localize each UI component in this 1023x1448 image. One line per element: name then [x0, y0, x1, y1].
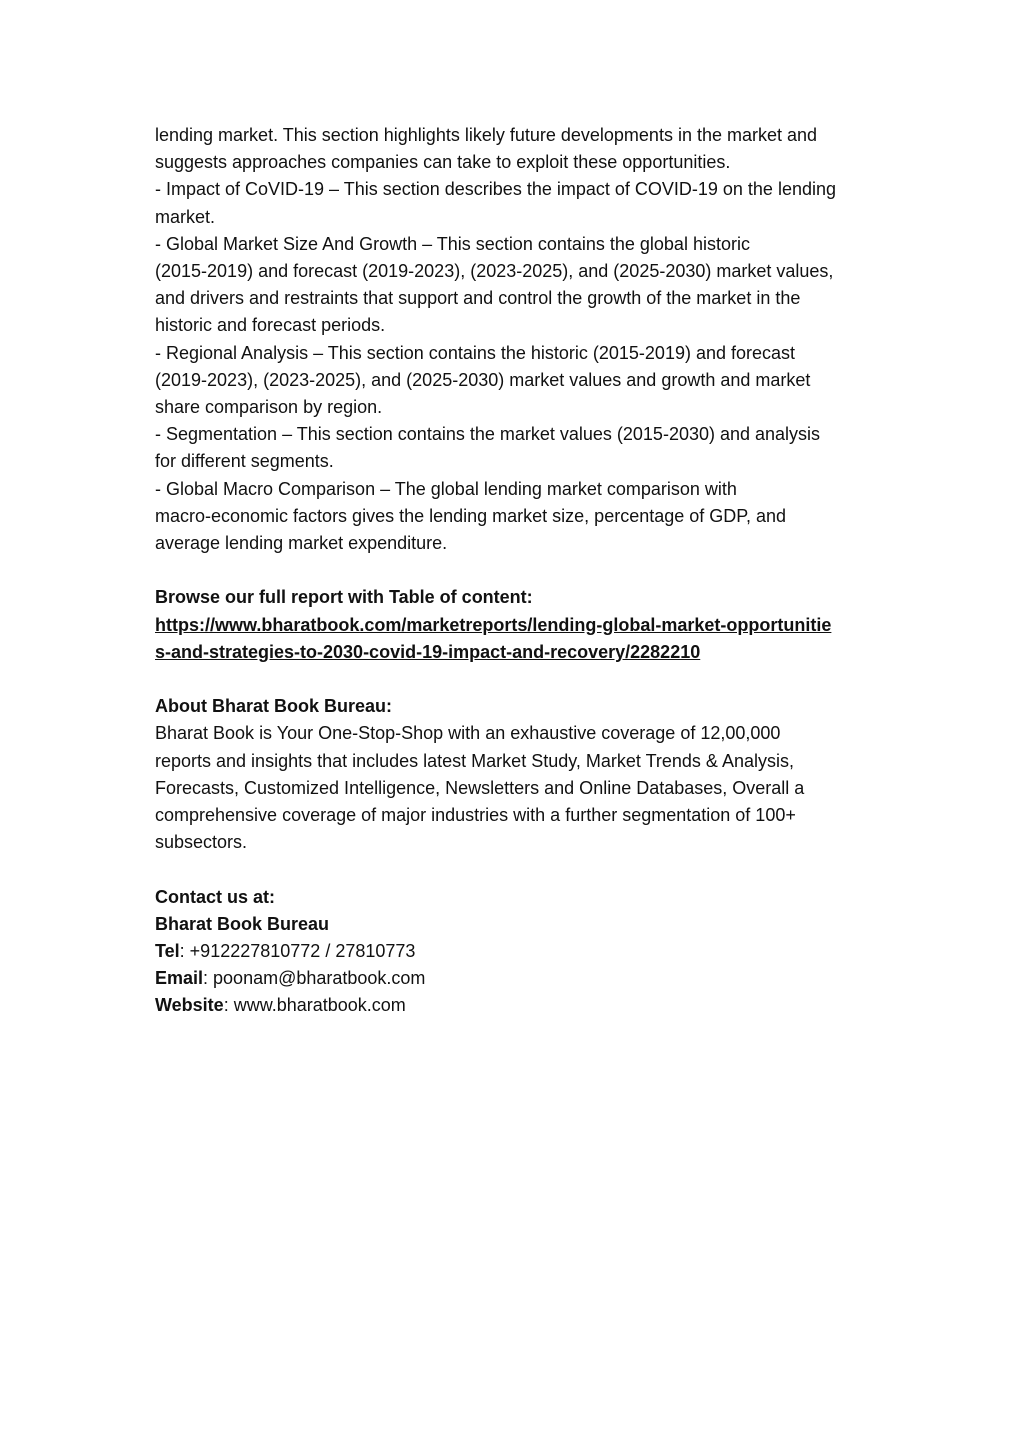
report-link[interactable]: [155, 612, 875, 666]
body-text-line: suggests approaches companies can take to exploit these opportunities.: [155, 152, 731, 173]
website-value: : www.bharatbook.com: [223, 995, 406, 1016]
body-text-line: historic and forecast periods.: [155, 315, 386, 336]
about-text-line: comprehensive coverage of major industries with a further segmentation of 100+: [155, 805, 796, 826]
contact-section: [155, 884, 875, 1020]
contact-website: [155, 992, 875, 1019]
contact-tel: [155, 938, 875, 965]
about-text-line: Forecasts, Customized Intelligence, Newsletters and Online Databases, Overall a: [155, 777, 805, 798]
about-heading: About Bharat Book Bureau:: [155, 696, 393, 717]
body-text-line: market.: [155, 206, 216, 227]
website-label: Website: [155, 995, 224, 1016]
about-text-line: subsectors.: [155, 832, 248, 853]
paragraph-spacer: [155, 856, 875, 883]
body-text-line: - Global Macro Comparison – The global lending market comparison with: [155, 478, 737, 499]
body-text-line: (2019-2023), (2023-2025), and (2025-2030) market values and growth and market: [155, 369, 811, 390]
contact-email: [155, 965, 875, 992]
intro-section: [155, 122, 875, 557]
body-text-line: - Regional Analysis – This section contains the historic (2015-2019) and forecast: [155, 342, 796, 363]
about-text-line: Bharat Book is Your One-Stop-Shop with an exhaustive coverage of 12,00,000: [155, 723, 781, 744]
tel-value: : +912227810772 / 27810773: [179, 941, 416, 962]
paragraph-spacer: [155, 557, 875, 584]
body-text-line: and drivers and restraints that support and control the growth of the market in the: [155, 288, 801, 309]
tel-label: Tel: [155, 941, 180, 962]
body-text-line: - Impact of CoVID-19 – This section describes the impact of COVID-19 on the lending: [155, 179, 836, 200]
body-text-line: share comparison by region.: [155, 397, 383, 418]
report-link-line-2[interactable]: s-and-strategies-to-2030-covid-19-impact-and-recovery/2282210: [155, 641, 701, 662]
body-text-line: - Global Market Size And Growth – This section contains the global historic: [155, 233, 750, 254]
email-label: Email: [155, 968, 204, 989]
body-text-line: (2015-2019) and forecast (2019-2023), (2023-2025), and (2025-2030) market values,: [155, 261, 834, 282]
report-link-line-1[interactable]: https://www.bharatbook.com/marketreports/lending-global-market-opportunitie: [155, 614, 832, 635]
body-text-line: lending market. This section highlights likely future developments in the market and: [155, 125, 818, 145]
about-section: [155, 693, 875, 856]
paragraph-spacer: [155, 666, 875, 693]
body-text-line: - Segmentation – This section contains the market values (2015-2030) and analysis: [155, 424, 821, 445]
contact-company: Bharat Book Bureau: [155, 913, 330, 934]
body-text-line: average lending market expenditure.: [155, 533, 448, 554]
document-page: [155, 122, 875, 1020]
body-text-line: for different segments.: [155, 451, 334, 472]
email-value: : poonam@bharatbook.com: [203, 968, 426, 989]
contact-heading: Contact us at:: [155, 886, 276, 907]
about-text-line: reports and insights that includes latest Market Study, Market Trends & Analysis,: [155, 750, 794, 771]
body-text-line: macro-economic factors gives the lending market size, percentage of GDP, and: [155, 505, 786, 526]
browse-heading: Browse our full report with Table of content:: [155, 587, 533, 608]
browse-section: [155, 584, 875, 666]
